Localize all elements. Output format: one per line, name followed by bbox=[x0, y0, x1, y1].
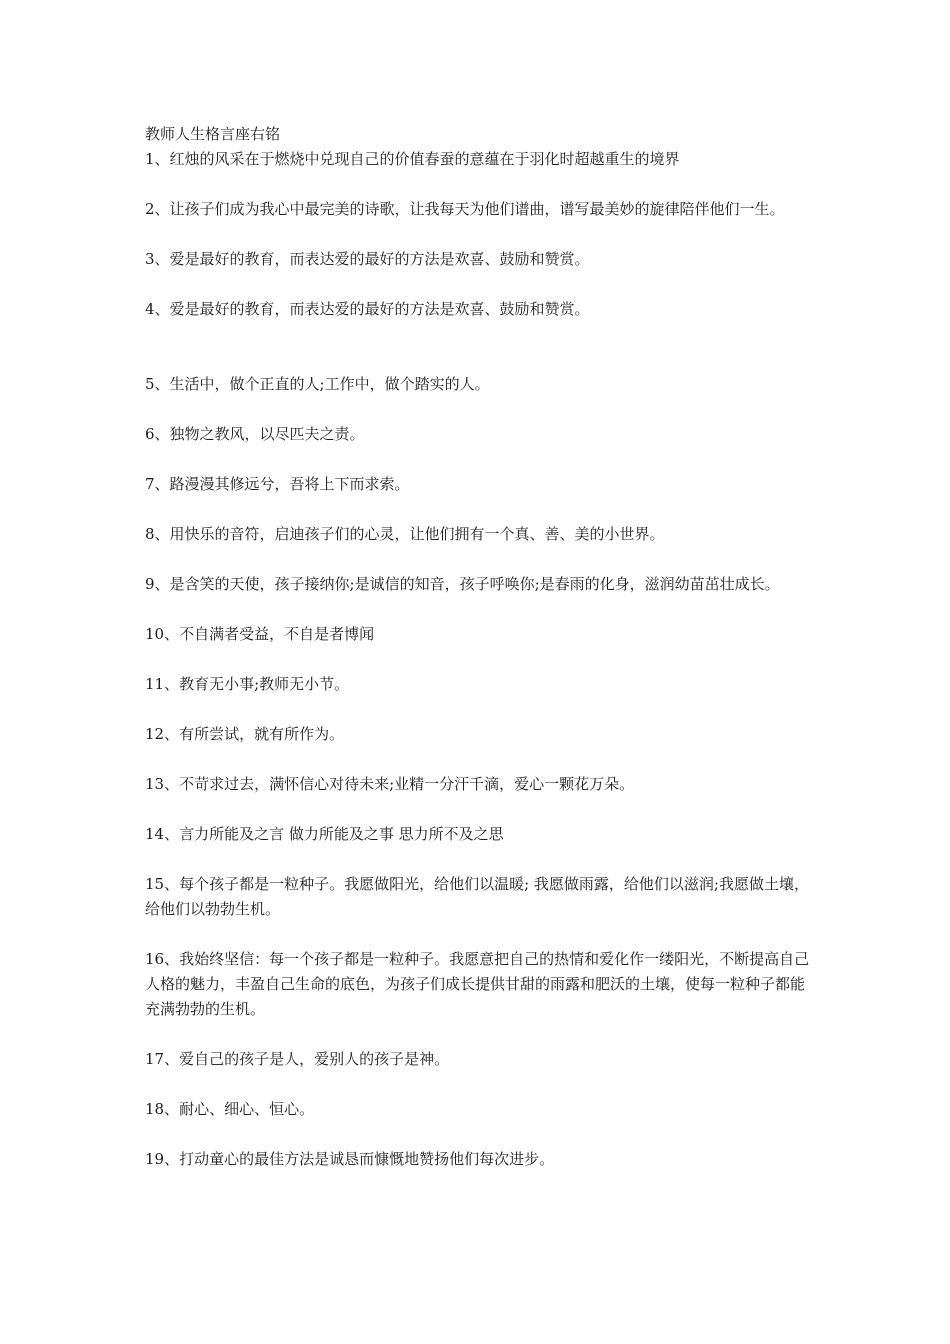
quote-item: 6、独物之教风，以尽匹夫之责。 bbox=[145, 425, 365, 443]
quote-item: 9、是含笑的天使，孩子接纳你;是诚信的知音，孩子呼唤你;是春雨的化身，滋润幼苗茁壮成长。 bbox=[145, 575, 780, 593]
quote-item: 19、打动童心的最佳方法是诚恳而慷慨地赞扬他们每次进步。 bbox=[145, 1150, 555, 1168]
document-title: 教师人生格言座右铭 bbox=[145, 125, 281, 143]
quote-item: 18、耐心、细心、恒心。 bbox=[145, 1100, 315, 1118]
quote-item: 2、让孩子们成为我心中最完美的诗歌，让我每天为他们谱曲，谱写最美妙的旋律陪伴他们一生。 bbox=[145, 200, 785, 218]
quote-item: 10、不自满者受益，不自是者博闻 bbox=[145, 625, 375, 643]
quote-item: 8、用快乐的音符，启迪孩子们的心灵，让他们拥有一个真、善、美的小世界。 bbox=[145, 525, 665, 543]
quote-item: 17、爱自己的孩子是人，爱别人的孩子是神。 bbox=[145, 1050, 450, 1068]
quote-item: 1、红烛的风采在于燃烧中兑现自己的价值春蚕的意蕴在于羽化时超越重生的境界 bbox=[145, 150, 680, 168]
quote-item: 15、每个孩子都是一粒种子。我愿做阳光，给他们以温暖; 我愿做雨露，给他们以滋润;我愿做土壤，给他们以勃勃生机。 bbox=[145, 875, 809, 918]
quote-item: 13、不苛求过去，满怀信心对待未来;业精一分汗千滴，爱心一颗花万朵。 bbox=[145, 775, 635, 793]
quote-item: 12、有所尝试，就有所作为。 bbox=[145, 725, 345, 743]
quote-item: 11、教育无小事;教师无小节。 bbox=[145, 675, 350, 693]
quote-item: 14、言力所能及之言 做力所能及之事 思力所不及之思 bbox=[145, 825, 504, 843]
quote-item: 16、我始终坚信：每一个孩子都是一粒种子。我愿意把自己的热情和爱化作一缕阳光，不断提高自己人格的魅力，丰盈自己生命的底色，为孩子们成长提供甘甜的雨露和肥沃的土壤，使每一粒种子都能充满勃勃的生机。 bbox=[145, 950, 810, 1018]
document-body bbox=[145, 122, 817, 1172]
quote-item: 4、爱是最好的教育，而表达爱的最好的方法是欢喜、鼓励和赞赏。 bbox=[145, 300, 590, 318]
quote-item: 3、爱是最好的教育，而表达爱的最好的方法是欢喜、鼓励和赞赏。 bbox=[145, 250, 590, 268]
quote-item: 5、生活中，做个正直的人;工作中，做个踏实的人。 bbox=[145, 375, 490, 393]
quote-item: 7、路漫漫其修远兮，吾将上下而求索。 bbox=[145, 475, 410, 493]
